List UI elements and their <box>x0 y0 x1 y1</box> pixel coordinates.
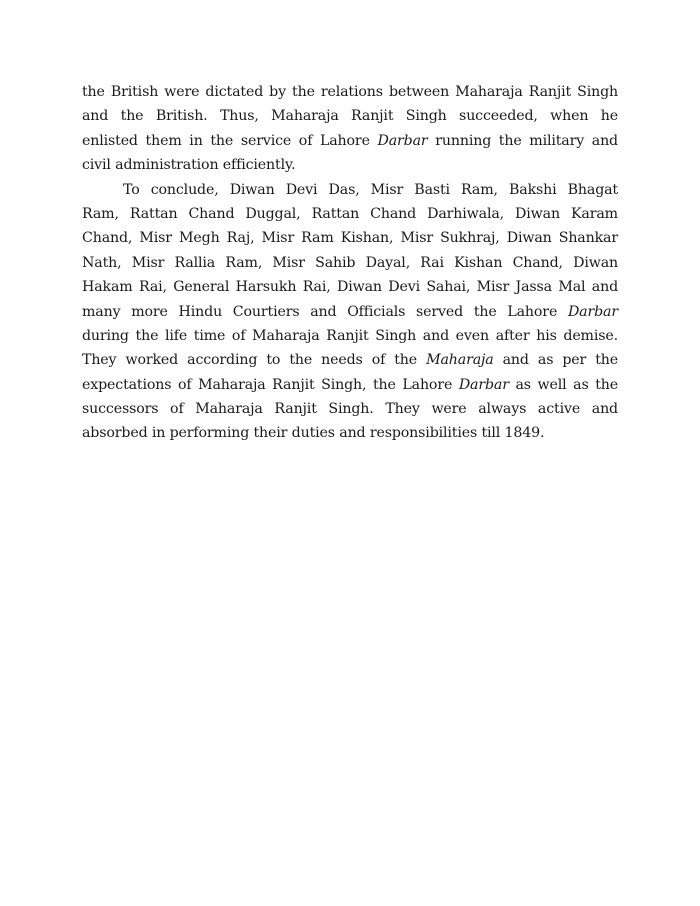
text-segment: civil administration efficiently. <box>82 157 296 174</box>
text-segment: absorbed in performing their duties and responsibilities till 1849. <box>82 425 545 442</box>
text-line <box>82 300 618 324</box>
text-segment: and the British. Thus, Maharaja Ranjit Singh succeeded, when he <box>82 108 618 125</box>
document-page <box>82 80 618 446</box>
text-segment: Chand, Misr Megh Raj, Misr Ram Kishan, Misr Sukhraj, Diwan Shankar <box>82 230 618 247</box>
text-line <box>82 275 618 299</box>
text-line <box>82 324 618 348</box>
italic-term-darbar: Darbar <box>377 132 428 149</box>
text-segment: To conclude, Diwan Devi Das, Misr Basti Ram, Bakshi Bhagat <box>123 181 618 198</box>
italic-term-darbar: Darbar <box>458 376 509 393</box>
text-line <box>82 153 618 177</box>
text-line <box>82 251 618 275</box>
text-segment: as well as the <box>508 376 618 393</box>
text-line <box>82 129 618 153</box>
text-segment: and as per the <box>493 352 618 369</box>
text-line <box>82 80 618 104</box>
paragraph-2 <box>82 178 618 446</box>
italic-term-maharaja: Maharaja <box>426 352 494 369</box>
text-line <box>82 202 618 226</box>
text-segment: enlisted them in the service of Lahore <box>82 132 378 149</box>
text-segment: expectations of Maharaja Ranjit Singh, the Lahore <box>82 376 459 393</box>
text-segment: many more Hindu Courtiers and Officials served the Lahore <box>82 303 568 320</box>
text-segment: They worked according to the needs of the <box>82 352 427 369</box>
text-segment: the British were dictated by the relations between Maharaja Ranjit Singh <box>82 84 618 100</box>
text-segment: running the military and <box>427 132 618 149</box>
text-segment: successors of Maharaja Ranjit Singh. They were always active and <box>82 401 618 418</box>
text-line <box>82 373 618 397</box>
text-line <box>82 104 618 128</box>
text-segment: during the life time of Maharaja Ranjit Singh and even after his demise. <box>82 327 618 344</box>
text-line <box>82 178 618 202</box>
text-segment: Ram, Rattan Chand Duggal, Rattan Chand Darhiwala, Diwan Karam <box>82 205 618 222</box>
text-line <box>82 397 618 421</box>
text-line <box>82 421 618 445</box>
text-segment: Nath, Misr Rallia Ram, Misr Sahib Dayal, Rai Kishan Chand, Diwan <box>82 254 618 271</box>
paragraph-1 <box>82 80 618 178</box>
text-line <box>82 226 618 250</box>
italic-term-darbar: Darbar <box>567 303 618 320</box>
text-segment: Hakam Rai, General Harsukh Rai, Diwan Devi Sahai, Misr Jassa Mal and <box>82 279 618 296</box>
text-line <box>82 348 618 372</box>
